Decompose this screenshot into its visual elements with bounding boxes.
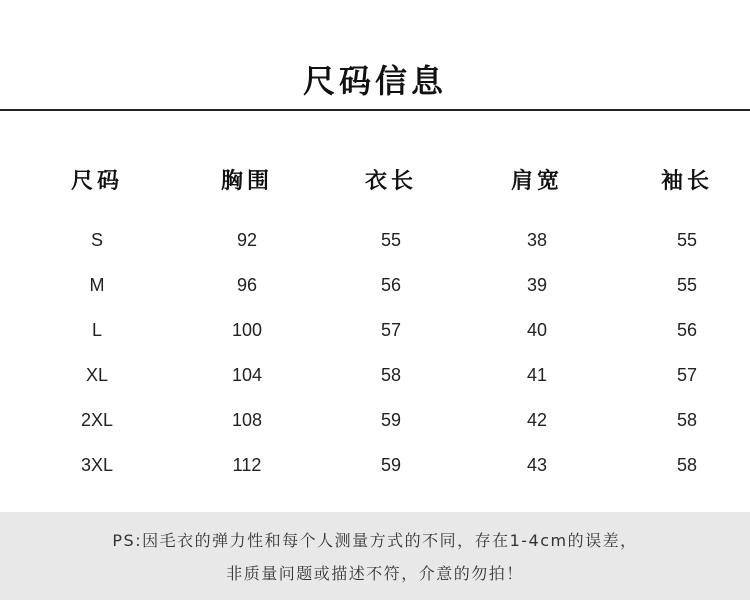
cell-size: M bbox=[89, 275, 105, 295]
table-row bbox=[0, 218, 750, 263]
table-body bbox=[0, 218, 750, 488]
cell-size: 3XL bbox=[80, 455, 114, 475]
cell-sleeve: 56 bbox=[676, 320, 698, 340]
cell-chest: 104 bbox=[231, 365, 263, 385]
disclaimer-band bbox=[0, 512, 750, 600]
cell-shoulder: 42 bbox=[526, 410, 548, 430]
table-row bbox=[0, 353, 750, 398]
header-length: 衣长 bbox=[364, 169, 417, 194]
cell-shoulder: 38 bbox=[526, 230, 548, 250]
table-row bbox=[0, 308, 750, 353]
cell-shoulder: 41 bbox=[526, 365, 548, 385]
cell-sleeve: 58 bbox=[676, 410, 698, 430]
cell-size: L bbox=[91, 320, 102, 340]
cell-sleeve: 57 bbox=[676, 365, 698, 385]
cell-length: 58 bbox=[380, 365, 402, 385]
cell-chest: 96 bbox=[236, 275, 258, 295]
cell-chest: 108 bbox=[231, 410, 263, 430]
cell-sleeve: 58 bbox=[676, 455, 698, 475]
size-table bbox=[0, 160, 750, 488]
table-row bbox=[0, 263, 750, 308]
cell-length: 56 bbox=[380, 275, 402, 295]
header-chest: 胸围 bbox=[220, 169, 273, 194]
cell-shoulder: 40 bbox=[526, 320, 548, 340]
cell-length: 55 bbox=[380, 230, 402, 250]
header-shoulder: 肩宽 bbox=[510, 169, 563, 194]
disclaimer-line-2: 非质量问题或描述不符，介意的勿拍！ bbox=[226, 564, 524, 583]
cell-shoulder: 39 bbox=[526, 275, 548, 295]
cell-sleeve: 55 bbox=[676, 230, 698, 250]
cell-length: 59 bbox=[380, 410, 402, 430]
cell-length: 57 bbox=[380, 320, 402, 340]
header-size: 尺码 bbox=[70, 169, 123, 194]
cell-size: XL bbox=[85, 365, 109, 385]
table-row bbox=[0, 398, 750, 443]
disclaimer-line-1: PS:因毛衣的弹力性和每个人测量方式的不同，存在1-4cm的误差， bbox=[112, 531, 638, 550]
title-divider bbox=[0, 109, 750, 111]
page-title: 尺码信息 bbox=[302, 62, 447, 100]
cell-size: S bbox=[90, 230, 103, 250]
cell-sleeve: 55 bbox=[676, 275, 698, 295]
table-row bbox=[0, 443, 750, 488]
cell-chest: 100 bbox=[231, 320, 263, 340]
cell-chest: 92 bbox=[236, 230, 258, 250]
cell-size: 2XL bbox=[80, 410, 114, 430]
cell-chest: 112 bbox=[232, 455, 262, 475]
cell-shoulder: 43 bbox=[526, 455, 548, 475]
header-sleeve: 袖长 bbox=[660, 169, 713, 194]
table-header-row bbox=[0, 160, 750, 206]
cell-length: 59 bbox=[380, 455, 402, 475]
